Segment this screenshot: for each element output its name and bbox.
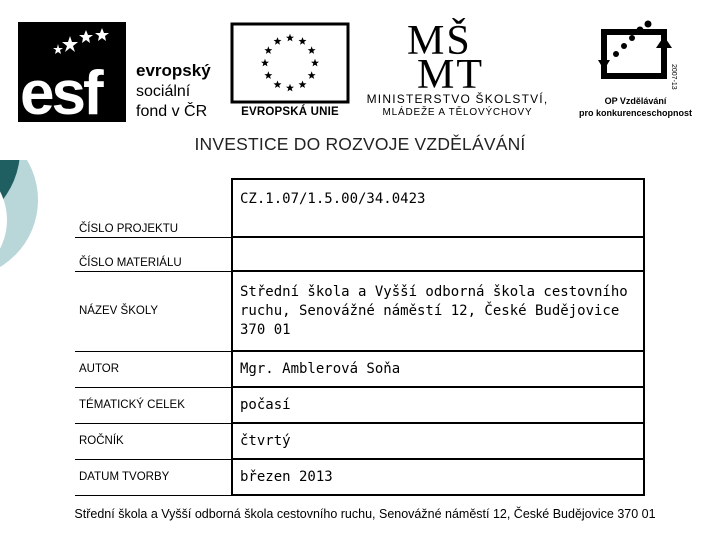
- row-value: březen 2013: [232, 459, 644, 495]
- row-value: čtvrtý: [232, 423, 644, 459]
- esf-logo-graphic: [18, 22, 218, 122]
- op-side-text: 2007-13: [670, 64, 677, 90]
- op-mark-icon: [568, 20, 703, 94]
- footer-text: Střední škola a Vyšší odborná škola cestovního ruchu, Senovážné náměstí 12, České Budějovice 370 01: [74, 507, 656, 521]
- op-line1: OP Vzdělávání: [604, 96, 667, 106]
- row-value: CZ.1.07/1.5.00/34.0423: [232, 179, 644, 237]
- msmt-line1: MINISTERSTVO ŠKOLSTVÍ,: [366, 92, 549, 106]
- row-label: NÁZEV ŠKOLY: [75, 271, 232, 351]
- row-label: ČÍSLO PROJEKTU: [75, 179, 232, 237]
- table-row-project-number: [75, 179, 644, 237]
- table-row-topic: [75, 387, 644, 423]
- table-row-material-number: [75, 237, 644, 271]
- decorative-arcs: [0, 160, 80, 290]
- msmt-mark-bottom: MT: [417, 52, 484, 90]
- project-info-table: [75, 178, 645, 496]
- table-row-date: [75, 459, 644, 495]
- msmt-logo: [355, 18, 560, 128]
- table-row-author: [75, 351, 644, 387]
- table-row-grade: [75, 423, 644, 459]
- eu-caption: EVROPSKÁ UNIE: [241, 106, 339, 118]
- op-line2: pro konkurenceschopnost: [578, 108, 693, 118]
- esf-logo: [18, 22, 218, 122]
- eu-logo: [230, 22, 350, 122]
- msmt-line2: MLÁDEŽE A TĚLOVÝCHOVY: [382, 107, 533, 118]
- eu-flag-icon: [230, 22, 350, 104]
- row-value: Mgr. Amblerová Soňa: [232, 351, 644, 387]
- esf-mark: esf: [20, 59, 101, 122]
- msmt-mark-icon: [355, 18, 560, 90]
- msmt-mark-top: MŠ: [407, 18, 472, 64]
- table-row-school-name: [75, 271, 644, 351]
- row-label: TÉMATICKÝ CELEK: [75, 387, 232, 423]
- esf-line1: evropský: [136, 61, 211, 80]
- row-value: počasí: [232, 387, 644, 423]
- row-label: DATUM TVORBY: [75, 459, 232, 495]
- row-label: ROČNÍK: [75, 423, 232, 459]
- banner-title: INVESTICE DO ROZVOJE VZDĚLÁVÁNÍ: [194, 134, 526, 154]
- row-value: [232, 237, 644, 271]
- row-label: ČÍSLO MATERIÁLU: [75, 237, 232, 271]
- row-label: AUTOR: [75, 351, 232, 387]
- esf-line3: fond v ČR: [136, 103, 208, 120]
- op-logo: [568, 20, 703, 126]
- esf-line2: sociální: [136, 83, 191, 100]
- row-value: Střední škola a Vyšší odborná škola cestovního ruchu, Senovážné náměstí 12, České Budějovice 370 01: [232, 271, 644, 351]
